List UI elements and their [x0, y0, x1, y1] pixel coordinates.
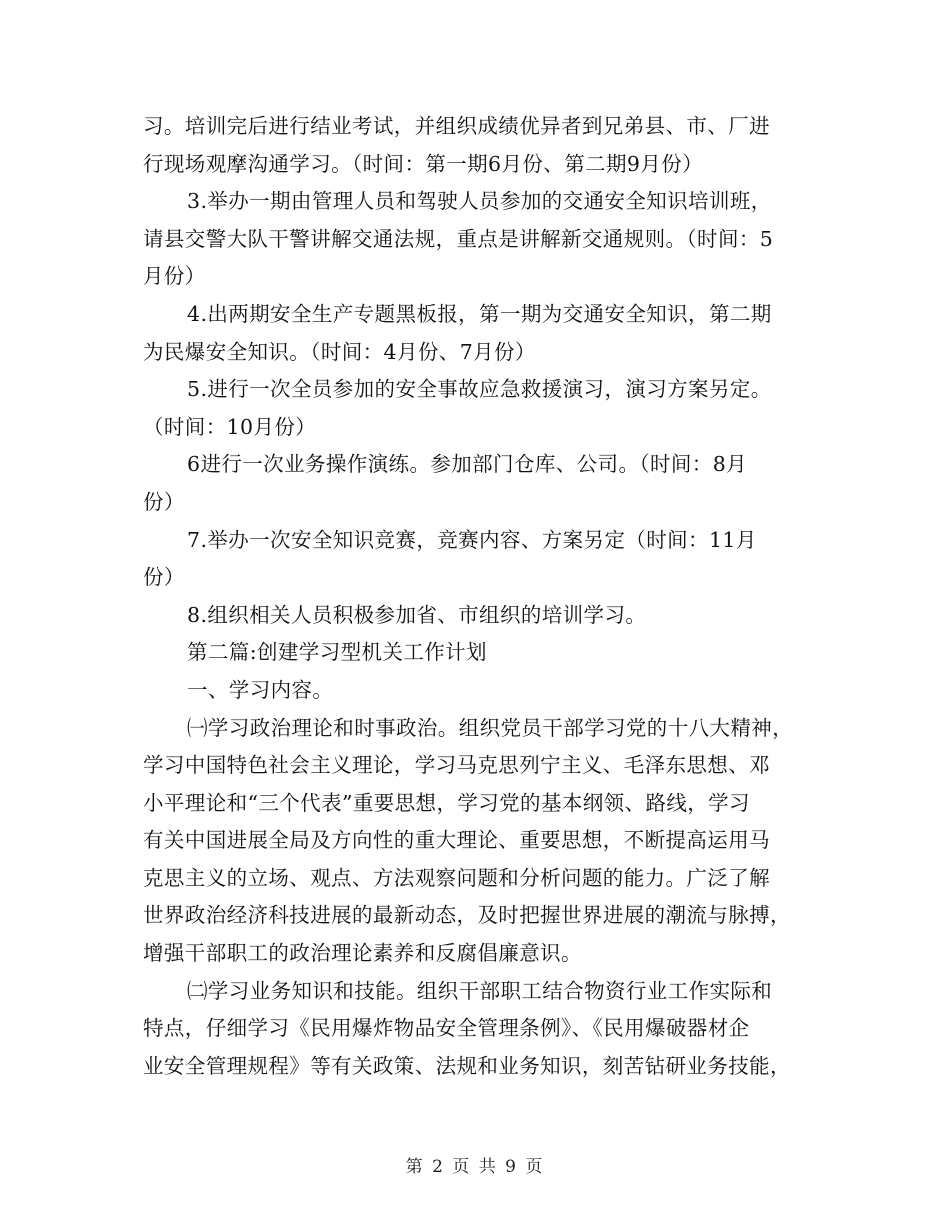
- text-line: ㈡学习业务知识和技能。组织干部职工结合物资行业工作实际和: [187, 978, 773, 1003]
- text-line: 7.举办一次安全知识竞赛，竞赛内容、方案另定（时间：11月: [187, 527, 757, 552]
- text-line: 行现场观摩沟通学习。（时间：第一期6月份、第二期9月份）: [143, 151, 704, 176]
- text-line: 小平理论和“三个代表”重要思想，学习党的基本纲领、路线，学习: [143, 790, 750, 815]
- text-line: 特点，仔细学习《民用爆炸物品安全管理条例》、《民用爆破器材企: [143, 1016, 750, 1041]
- text-line: 6进行一次业务操作演练。参加部门仓库、公司。（时间：8月: [187, 452, 748, 477]
- text-line: 一、学习内容。: [187, 677, 334, 702]
- text-line: 月份）: [143, 264, 206, 289]
- document-body: [143, 108, 807, 1085]
- text-line: 习。培训完后进行结业考试，并组织成绩优异者到兄弟县、市、厂进: [143, 114, 770, 138]
- text-line: 业安全管理规程》等有关政策、法规和业务知识，刻苦钻研业务技能，: [143, 1053, 791, 1078]
- text-line: 为民爆安全知识。（时间：4月份、7月份）: [143, 339, 536, 364]
- page-footer: 第 2 页 共 9 页: [405, 1157, 545, 1177]
- text-line: 增强干部职工的政治理论素养和反腐倡廉意识。: [143, 941, 582, 966]
- text-line: 请县交警大队干警讲解交通法规，重点是讲解新交通规则。（时间：5: [143, 226, 774, 251]
- text-line: 份）: [143, 489, 185, 514]
- text-line: 有关中国进展全局及方向性的重大理论、重要思想，不断提高运用马: [143, 828, 770, 853]
- text-line: 世界政治经济科技进展的最新动态，及时把握世界进展的潮流与脉搏，: [143, 903, 791, 928]
- text-line: 3.举办一期由管理人员和驾驶人员参加的交通安全知识培训班，: [187, 189, 772, 214]
- text-line: 克思主义的立场、观点、方法观察问题和分析问题的能力。广泛了解: [143, 865, 770, 890]
- text-line: 份）: [143, 565, 185, 590]
- text-line: 5.进行一次全员参加的安全事故应急救援演习，演习方案另定。: [187, 377, 772, 402]
- text-line: 第二篇:创建学习型机关工作计划: [187, 640, 487, 665]
- text-line: （时间：10月份）: [143, 414, 317, 439]
- text-line: 4.出两期安全生产专题黑板报，第一期为交通安全知识，第二期: [187, 301, 772, 326]
- text-line: ㈠学习政治理论和时事政治。组织党员干部学习党的十八大精神，: [187, 715, 794, 740]
- text-line: 8.组织相关人员积极参加省、市组织的培训学习。: [187, 602, 647, 627]
- text-line: 学习中国特色社会主义理论，学习马克思列宁主义、毛泽东思想、邓: [143, 753, 770, 778]
